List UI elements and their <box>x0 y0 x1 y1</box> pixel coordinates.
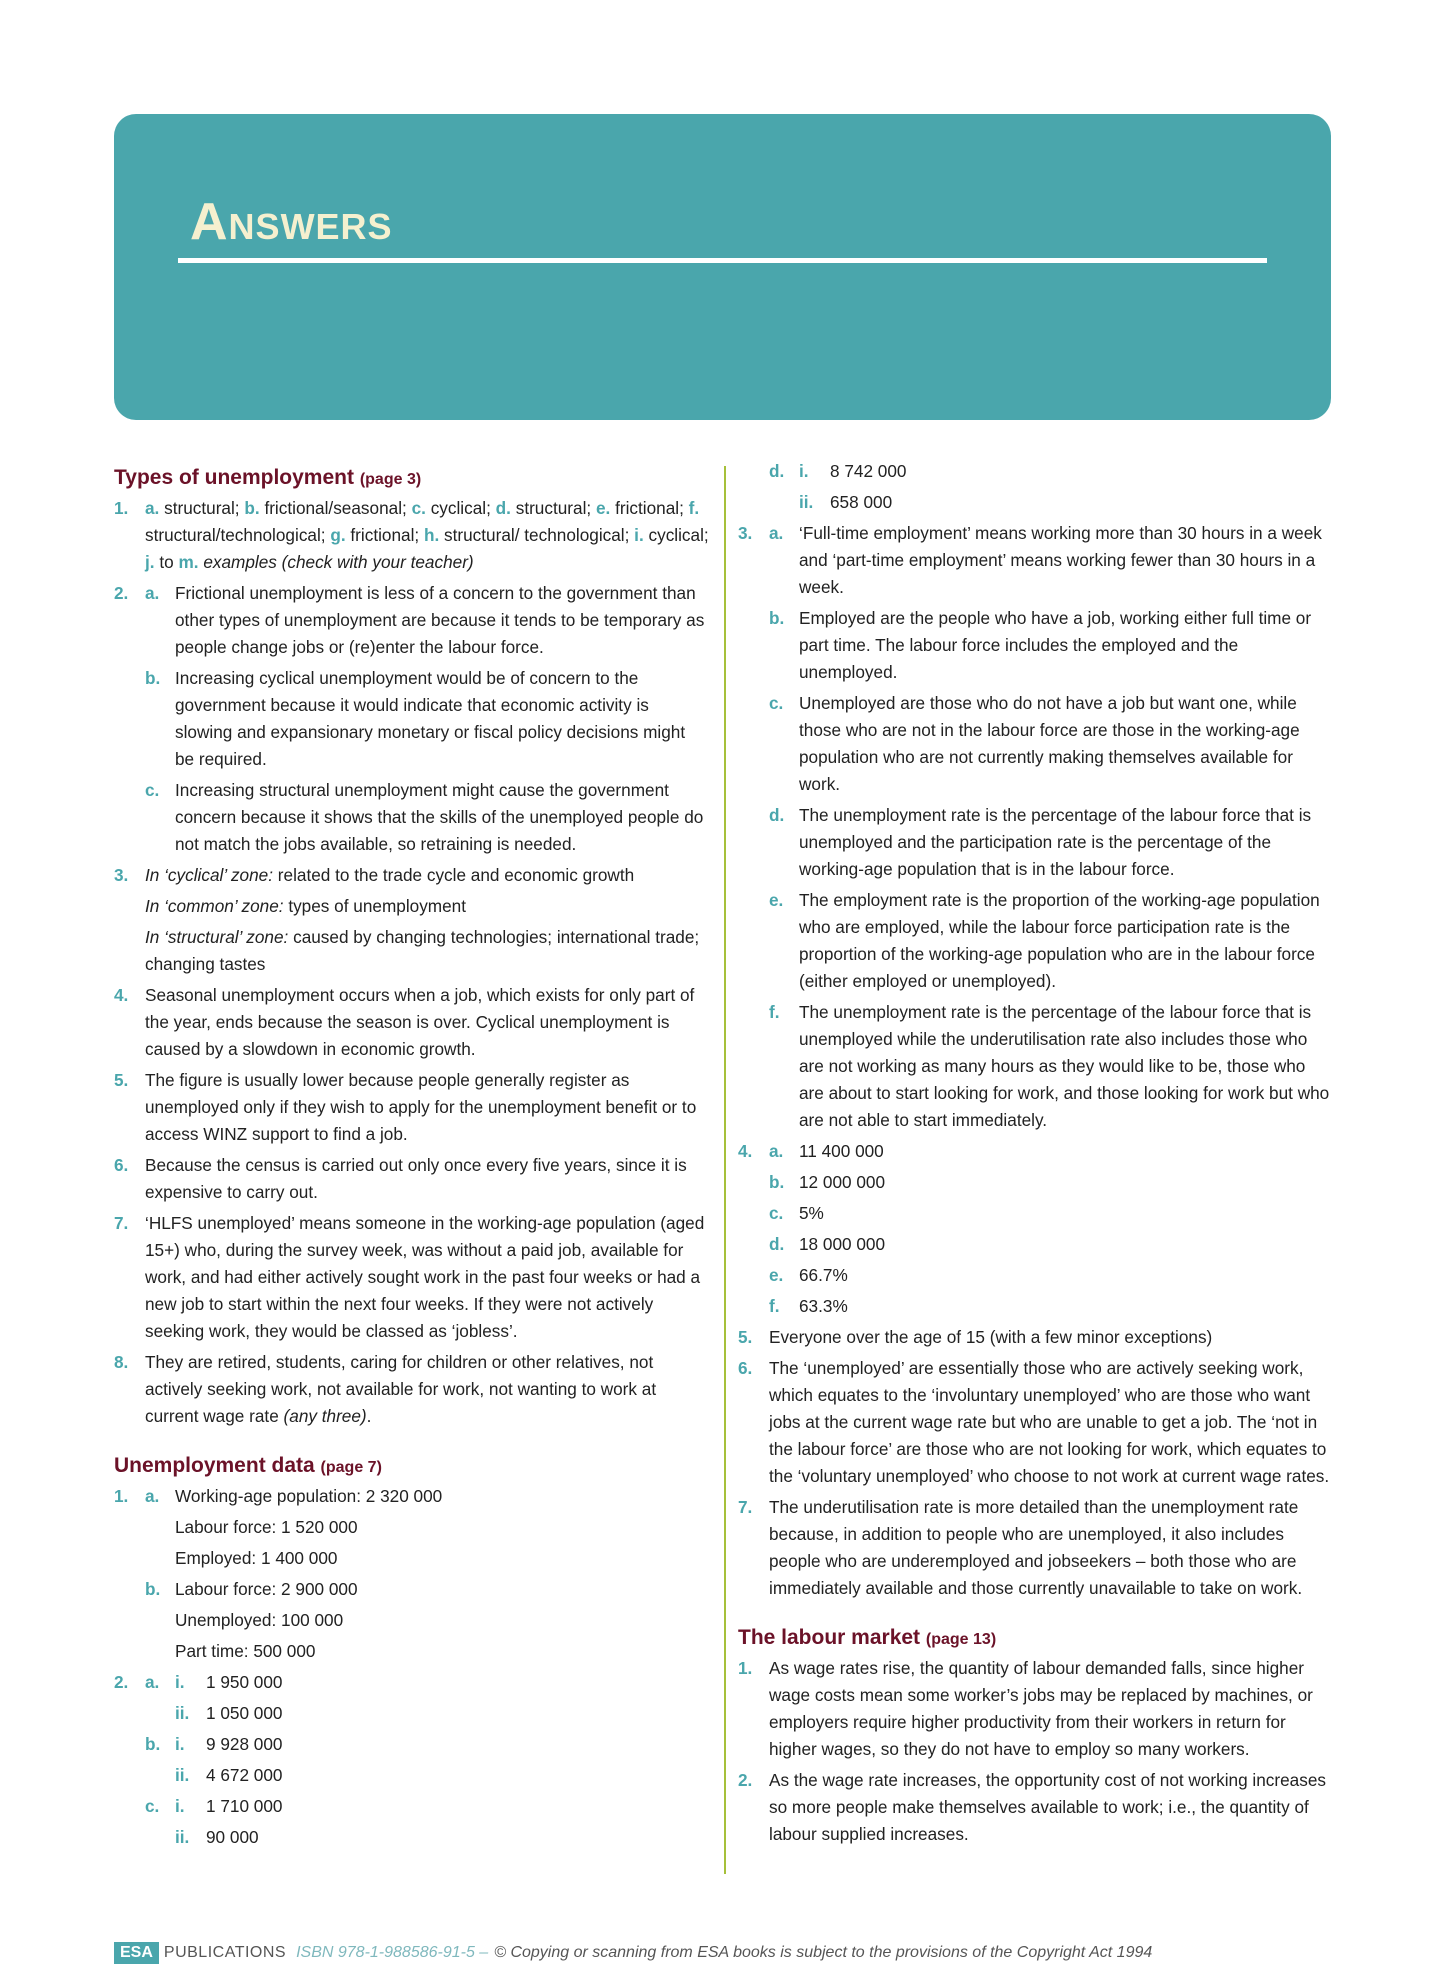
answer-types-2b: b. Increasing cyclical unemployment would be of concern to the government because it would indicate that economic activity is slowing and expansionary monetary or fiscal policy decisions might be required. <box>145 668 686 769</box>
answer-data-2a-ii: ii. 1 050 000 <box>175 1703 283 1723</box>
copyright-notice: © Copying or scanning from ESA books is subject to the provisions of the Copyright Act 1994 <box>494 1944 1153 1961</box>
answer-data-4d: d. 18 000 000 <box>769 1234 886 1254</box>
answer-data-2b-ii: ii. 4 672 000 <box>175 1765 283 1785</box>
section-title-types: Types of unemployment (page 3) <box>114 466 422 489</box>
answer-data-2c-i: c. i. 1 710 000 <box>145 1796 283 1816</box>
section-title-data: Unemployment data (page 7) <box>114 1454 382 1477</box>
answer-data-3e: e. The employment rate is the proportion of the working-age population who are employed, while the labour force participation rate is the proportion of the working-age population who are in the labour force (either employed or unemployed). <box>769 890 1320 991</box>
right-column <box>738 458 1333 1852</box>
title-underline <box>178 258 1267 263</box>
answer-types-2a: 2. a. Frictional unemployment is less of a concern to the government than other types of unemployment are because it tends to be temporary as people change jobs or (re)enter the labour force. <box>114 583 705 657</box>
answer-data-3c: c. Unemployed are those who do not have a job but want one, while those who are not in the labour force are those in the working-age population who are not currently making themselves available for work. <box>769 693 1300 794</box>
answer-types-7: 7. ‘HLFS unemployed’ means someone in the working-age population (aged 15+) who, during the survey week, was without a paid job, available for work, and had either actively sought work in the past four weeks or had a new job to start within the next four weeks. If they were not actively seeking work, they would be classed as ‘jobless’. <box>114 1213 705 1341</box>
answer-types-8: 8. They are retired, students, caring for children or other relatives, not actively seeking work, not available for work, not wanting to work at current wage rate (any three). <box>114 1352 657 1426</box>
esa-logo: ESA <box>114 1942 159 1964</box>
answer-data-2c-ii: ii. 90 000 <box>175 1827 259 1847</box>
publisher-name: PUBLICATIONS <box>163 1944 287 1961</box>
answer-data-3a: 3. a. ‘Full-time employment’ means working more than 30 hours in a week and ‘part-time employment’ means working fewer than 30 hours in a week. <box>738 523 1322 597</box>
answer-data-1b: b. Labour force: 2 900 000 Unemployed: 100 000 Part time: 500 000 <box>145 1579 358 1661</box>
answer-data-3b: b. Employed are the people who have a job, working either full time or part time. The labour force includes the employed and the unemployed. <box>769 608 1312 682</box>
answer-data-2b-i: b. i. 9 928 000 <box>145 1734 283 1754</box>
answer-types-6: 6. Because the census is carried out only once every five years, since it is expensive to carry out. <box>114 1155 687 1202</box>
answer-data-1a: 1. a. Working-age population: 2 320 000 Labour force: 1 520 000 Employed: 1 400 000 <box>114 1486 443 1568</box>
answer-data-2d-ii: ii. 658 000 <box>799 492 893 512</box>
answer-market-1: 1. As wage rates rise, the quantity of labour demanded falls, since higher wage costs mean some worker’s jobs may be replaced by machines, or employers require higher productivity from their workers in return for higher wages, so they do not have to employ so many workers. <box>738 1658 1313 1759</box>
section-title-market: The labour market (page 13) <box>738 1626 997 1649</box>
left-column <box>114 458 709 1855</box>
answer-data-6: 6. The ‘unemployed’ are essentially those who are actively seeking work, which equates to the ‘involuntary unemployed’ who are those who want jobs at the current wage rate but who are unable to get a job. The ‘not in the labour force’ are those who are not looking for work, which equates to the ‘voluntary unemployed’ who choose to not work at current wage rates. <box>738 1358 1330 1486</box>
answer-data-3d: d. The unemployment rate is the percentage of the labour force that is unemployed and the participation rate is the percentage of the working-age population that is in the labour force. <box>769 805 1312 879</box>
answer-types-5: 5. The figure is usually lower because people generally register as unemployed only if they wish to apply for the unemployment benefit or to access WINZ support to find a job. <box>114 1070 697 1144</box>
column-divider <box>724 466 726 1874</box>
page-title: Answers <box>190 193 393 251</box>
answer-data-7: 7. The underutilisation rate is more detailed than the unemployment rate because, in addition to people who are unemployed, it also includes people who are underemployed and jobseekers – both those who are immediately available and those currently unavailable to take on work. <box>738 1497 1303 1598</box>
answer-data-5: 5. Everyone over the age of 15 (with a few minor exceptions) <box>738 1327 1213 1347</box>
answer-data-4b: b. 12 000 000 <box>769 1172 886 1192</box>
answer-data-2d-i: d. i. 8 742 000 <box>769 461 907 481</box>
isbn: ISBN 978-1-988586-91-5 – <box>296 1944 489 1961</box>
answer-data-4e: e. 66.7% <box>769 1265 848 1285</box>
footer <box>114 1942 1152 1964</box>
answer-types-3: 3. In ‘cyclical’ zone: related to the trade cycle and economic growth In ‘common’ zone: types of unemployment In ‘structural’ zone: caused by changing technologies; international trade; changing tastes <box>114 865 700 974</box>
answer-data-4a: 4. a. 11 400 000 <box>738 1141 884 1161</box>
answer-data-2a-i: 2. a. i. 1 950 000 <box>114 1672 283 1692</box>
answer-types-4: 4. Seasonal unemployment occurs when a job, which exists for only part of the year, ends because the season is over. Cyclical unemployment is caused by a slowdown in economic growth. <box>114 985 695 1059</box>
answer-market-2: 2. As the wage rate increases, the opportunity cost of not working increases so more people make themselves available to work; i.e., the quantity of labour supplied increases. <box>738 1770 1326 1844</box>
answer-types-2c: c. Increasing structural unemployment might cause the government concern because it shows that the skills of the unemployed people do not match the jobs available, so retraining is needed. <box>145 780 704 854</box>
answer-types-1: 1. a. structural; b. frictional/seasonal; c. cyclical; d. structural; e. frictional; f. structural/technological; g. frictional; h. structural/ technological; i. cyclical; j. to m. examples (check with your teacher) <box>114 498 709 572</box>
answer-data-4c: c. 5% <box>769 1203 824 1223</box>
answer-data-3f: f. The unemployment rate is the percentage of the labour force that is unemployed while the underutilisation rate also includes those who are not working as many hours as they would like to be, those who are about to start looking for work, and those looking for work but who are not able to start immediately. <box>769 1002 1330 1130</box>
header-banner <box>114 114 1331 420</box>
answer-data-4f: f. 63.3% <box>769 1296 848 1316</box>
